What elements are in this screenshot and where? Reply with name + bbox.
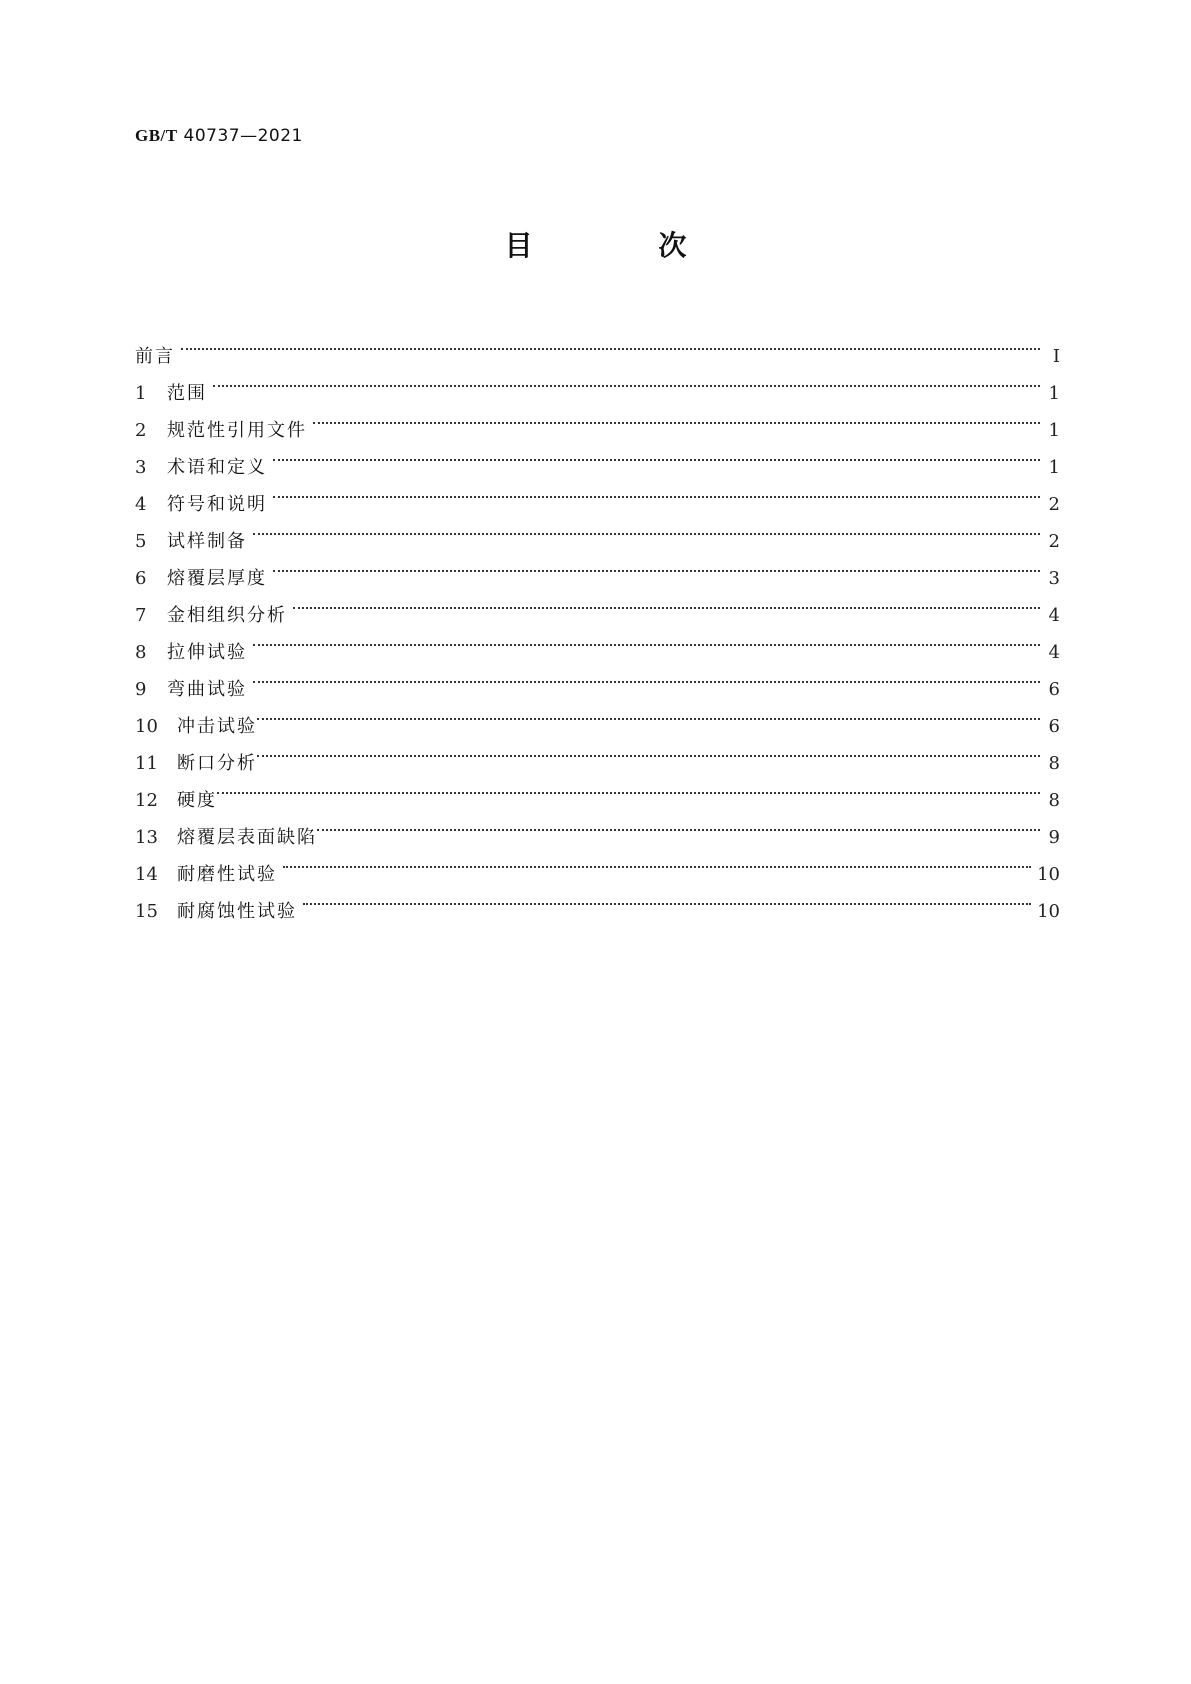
toc-entry-page: 4	[1048, 605, 1060, 626]
toc-entry-page: 6	[1048, 679, 1060, 700]
toc-entry-title: 术语和定义	[167, 457, 267, 478]
toc-entry-title: 弯曲试验	[167, 679, 247, 700]
table-of-contents	[135, 325, 1060, 922]
toc-entry-2[interactable]	[135, 399, 1060, 441]
dot-leader	[257, 732, 1040, 769]
toc-entry-number: 14	[135, 864, 158, 885]
toc-entry-page: 3	[1048, 568, 1060, 589]
standard-number: 40737—2021	[183, 126, 303, 146]
toc-entry-number: 12	[135, 790, 158, 811]
toc-entry-title: 熔覆层表面缺陷	[177, 827, 317, 848]
toc-entry-page: 10	[1037, 864, 1060, 885]
toc-entry-9[interactable]	[135, 658, 1060, 700]
toc-entry-3[interactable]	[135, 436, 1060, 478]
toc-entry-10[interactable]	[135, 695, 1060, 737]
toc-entry-13[interactable]	[135, 806, 1060, 848]
dot-leader	[317, 806, 1040, 843]
document-header	[135, 126, 303, 146]
toc-entry-number: 2	[135, 420, 147, 441]
toc-entry-page: 1	[1048, 420, 1060, 441]
dot-leader	[217, 769, 1040, 806]
toc-entry-title: 金相组织分析	[167, 605, 287, 626]
dot-leader	[213, 362, 1040, 399]
toc-entry-number: 9	[135, 679, 147, 700]
dot-leader	[257, 695, 1040, 732]
toc-entry-page: 4	[1048, 642, 1060, 663]
toc-entry-number: 4	[135, 494, 147, 515]
toc-entry-6[interactable]	[135, 547, 1060, 589]
toc-entry-page: 9	[1048, 827, 1060, 848]
toc-entry-title: 熔覆层厚度	[167, 568, 267, 589]
toc-entry-page: 6	[1048, 716, 1060, 737]
dot-leader	[273, 436, 1040, 473]
toc-entry-4[interactable]	[135, 473, 1060, 515]
standard-prefix: GB/T	[135, 126, 178, 145]
dot-leader	[273, 473, 1040, 510]
toc-entry-title: 符号和说明	[167, 494, 267, 515]
toc-entry-number: 8	[135, 642, 147, 663]
toc-entry-title: 硬度	[177, 790, 217, 811]
toc-entry-number: 1	[135, 383, 147, 404]
toc-entry-title: 冲击试验	[177, 716, 257, 737]
toc-entry-title: 断口分析	[177, 753, 257, 774]
dot-leader	[253, 510, 1040, 547]
toc-entry-5[interactable]	[135, 510, 1060, 552]
toc-entry-title: 耐磨性试验	[177, 864, 277, 885]
toc-entry-title: 耐腐蚀性试验	[177, 901, 297, 922]
dot-leader	[303, 880, 1031, 917]
toc-entry-number: 10	[135, 716, 158, 737]
dot-leader	[293, 584, 1040, 621]
toc-entry-7[interactable]	[135, 584, 1060, 626]
toc-entry-title: 范围	[167, 383, 207, 404]
toc-entry-title: 前言	[135, 346, 175, 367]
toc-entry-number: 13	[135, 827, 158, 848]
dot-leader	[253, 621, 1040, 658]
toc-entry-1[interactable]	[135, 362, 1060, 404]
toc-entry-page: 1	[1048, 457, 1060, 478]
toc-entry-number: 5	[135, 531, 147, 552]
dot-leader	[181, 325, 1040, 362]
toc-title: 目 次	[504, 229, 745, 262]
toc-entry-page: 10	[1037, 901, 1060, 922]
toc-entry-number: 3	[135, 457, 147, 478]
toc-entry-title: 拉伸试验	[167, 642, 247, 663]
toc-entry-page: 8	[1048, 753, 1060, 774]
toc-entry-12[interactable]	[135, 769, 1060, 811]
dot-leader	[313, 399, 1040, 436]
toc-entry-number: 7	[135, 605, 147, 626]
toc-entry-number: 15	[135, 901, 158, 922]
toc-entry-8[interactable]	[135, 621, 1060, 663]
dot-leader	[283, 843, 1031, 880]
toc-entry-title: 规范性引用文件	[167, 420, 307, 441]
toc-entry-page: 2	[1048, 494, 1060, 515]
toc-entry-title: 试样制备	[167, 531, 247, 552]
toc-entry-preface[interactable]	[135, 325, 1060, 367]
dot-leader	[273, 547, 1040, 584]
toc-entry-page: 1	[1048, 383, 1060, 404]
toc-entry-number: 6	[135, 568, 147, 589]
toc-entry-11[interactable]	[135, 732, 1060, 774]
toc-entry-number: 11	[135, 753, 158, 774]
dot-leader	[253, 658, 1040, 695]
toc-entry-page: 2	[1048, 531, 1060, 552]
toc-entry-page: 8	[1048, 790, 1060, 811]
toc-entry-page: Ⅰ	[1052, 346, 1060, 367]
